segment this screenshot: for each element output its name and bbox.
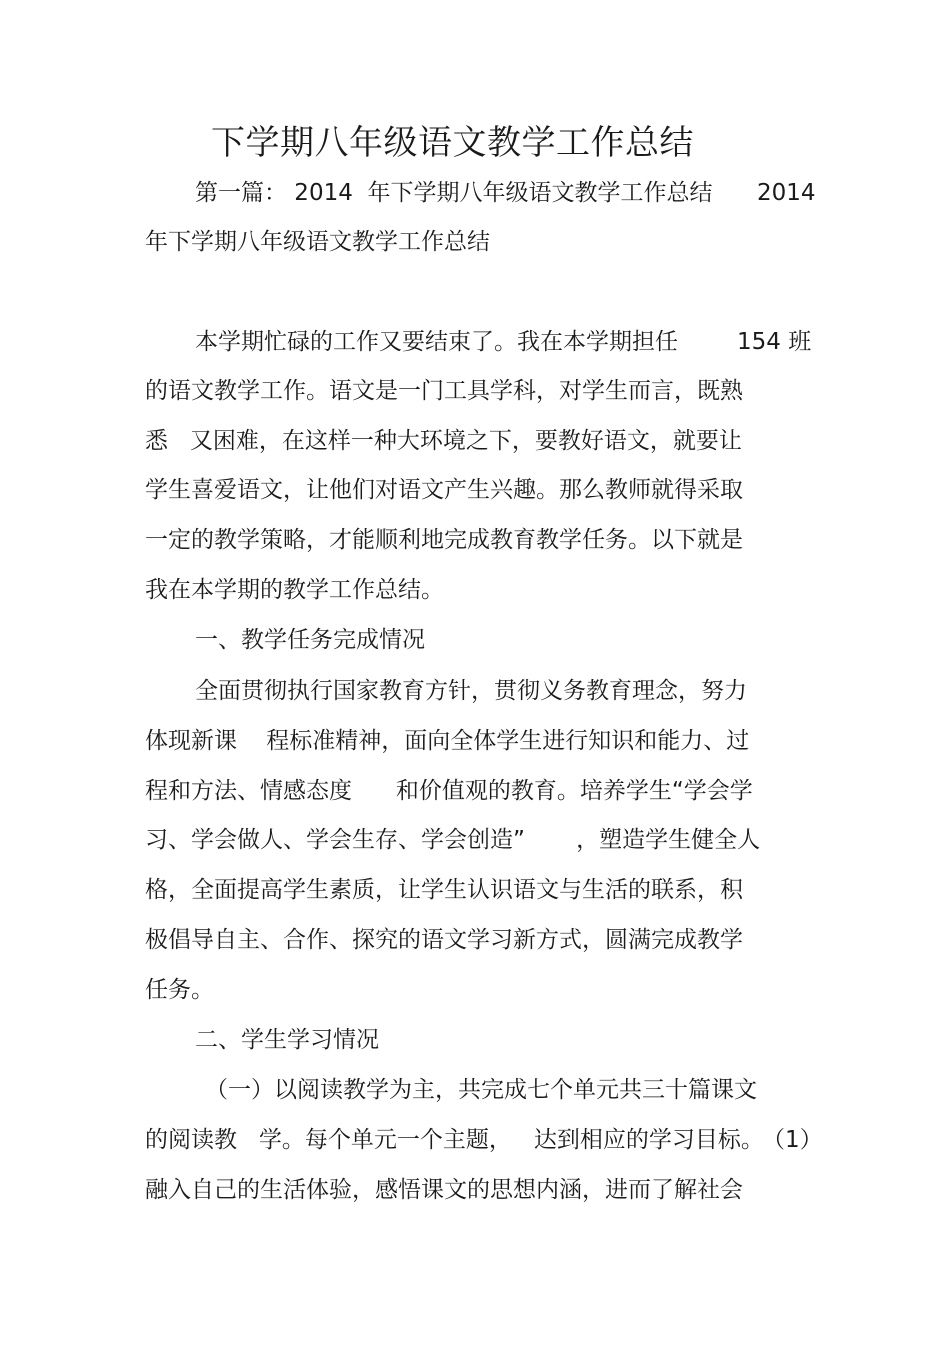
subtitle-line-1: 第一篇： 2014 年下学期八年级语文教学工作总结: [195, 180, 713, 206]
section-1-line-2: 体现新课 程标准精神，面向全体学生进行知识和能力、过: [145, 728, 750, 754]
section-1-line-6: 极倡导自主、合作、探究的语文学习新方式，圆满完成教学: [145, 927, 743, 953]
section-1-heading: 一、教学任务完成情况: [195, 627, 425, 653]
section-2-line-1: （一）以阅读教学为主，共完成七个单元共三十篇课文: [205, 1077, 757, 1103]
section-1-line-4: 习、学会做人、学会生存、学会创造” ，塑造学生健全人: [145, 827, 761, 853]
section-2-line-3: 融入自己的生活体验，感悟课文的思想内涵，进而了解社会: [145, 1177, 743, 1203]
section-1-line-1: 全面贯彻执行国家教育方针，贯彻义务教育理念，努力: [195, 678, 747, 704]
section-1-line-3: 程和方法、情感态度 和价值观的教育。培养学生“学会学: [145, 778, 753, 804]
section-2-line-2: 的阅读教 学。每个单元一个主题， 达到相应的学习目标。: [145, 1127, 764, 1153]
intro-class-number: 154 班: [737, 329, 812, 355]
section-1-line-7: 任务。: [145, 977, 214, 1003]
section-2-heading: 二、学生学习情况: [195, 1027, 379, 1053]
section-2-item-number: （1）: [762, 1127, 823, 1153]
intro-line-1: 本学期忙碌的工作又要结束了。我在本学期担任: [195, 329, 678, 355]
section-1-line-5: 格，全面提高学生素质，让学生认识语文与生活的联系，积: [145, 877, 743, 903]
document-title: 下学期八年级语文教学工作总结: [211, 123, 694, 163]
subtitle-line-2: 年下学期八年级语文教学工作总结: [145, 229, 490, 255]
intro-line-3: 悉 又困难，在这样一种大环境之下，要教好语文，就要让: [145, 428, 742, 454]
intro-line-4: 学生喜爱语文，让他们对语文产生兴趣。那么教师就得采取: [145, 477, 743, 503]
intro-line-6: 我在本学期的教学工作总结。: [145, 577, 444, 603]
subtitle-year: 2014: [757, 180, 816, 206]
intro-line-5: 一定的教学策略，才能顺利地完成教育教学任务。以下就是: [145, 527, 743, 553]
intro-line-2: 的语文教学工作。语文是一门工具学科，对学生而言，既熟: [145, 378, 743, 404]
